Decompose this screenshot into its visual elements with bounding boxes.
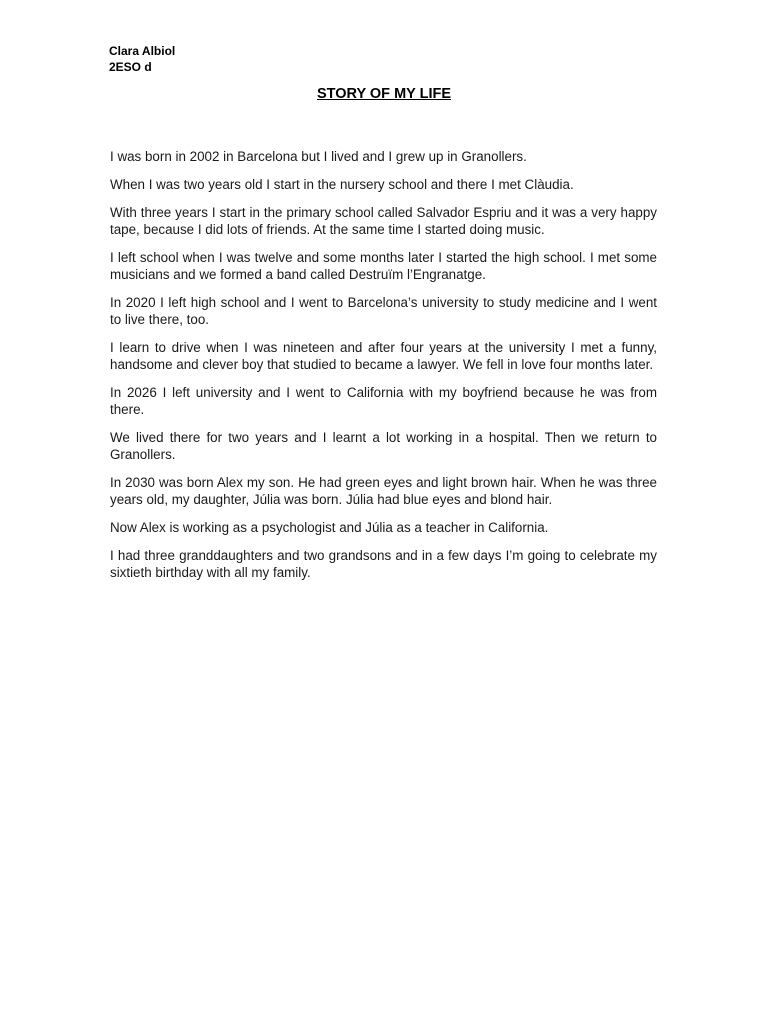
paragraph: We lived there for two years and I learnt a lot working in a hospital. Then we return to Granollers. bbox=[110, 430, 657, 462]
paragraph: In 2020 I left high school and I went to Barcelona’s university to study medicine and I went to live there, too. bbox=[110, 295, 657, 327]
document-title: STORY OF MY LIFE bbox=[316, 86, 451, 102]
paragraph: With three years I start in the primary school called Salvador Espriu and it was a very happy tape, because I did lots of friends. At the same time I started doing music. bbox=[110, 205, 657, 237]
paragraph: Now Alex is working as a psychologist and Júlia as a teacher in California. bbox=[110, 520, 549, 535]
paragraph: In 2026 I left university and I went to California with my boyfriend because he was from there. bbox=[110, 385, 657, 417]
author-name: Clara Albiol bbox=[109, 44, 176, 58]
document-body bbox=[110, 148, 657, 592]
class-label: 2ESO d bbox=[109, 60, 152, 74]
paragraph: I learn to drive when I was nineteen and after four years at the university I met a funny, handsome and clever boy that studied to became a lawyer. We fell in love four months later. bbox=[110, 340, 657, 372]
document-header bbox=[109, 43, 175, 75]
paragraph: In 2030 was born Alex my son. He had green eyes and light brown hair. When he was three years old, my daughter, Júlia was born. Júlia had blue eyes and blond hair. bbox=[110, 475, 657, 507]
paragraph: I had three granddaughters and two grandsons and in a few days I’m going to celebrate my sixtieth birthday with all my family. bbox=[110, 548, 657, 580]
paragraph: When I was two years old I start in the nursery school and there I met Clàudia. bbox=[110, 177, 574, 192]
paragraph: I was born in 2002 in Barcelona but I lived and I grew up in Granollers. bbox=[110, 149, 527, 164]
paragraph: I left school when I was twelve and some months later I started the high school. I met some musicians and we formed a band called Destruïm l’Engranatge. bbox=[110, 250, 657, 282]
